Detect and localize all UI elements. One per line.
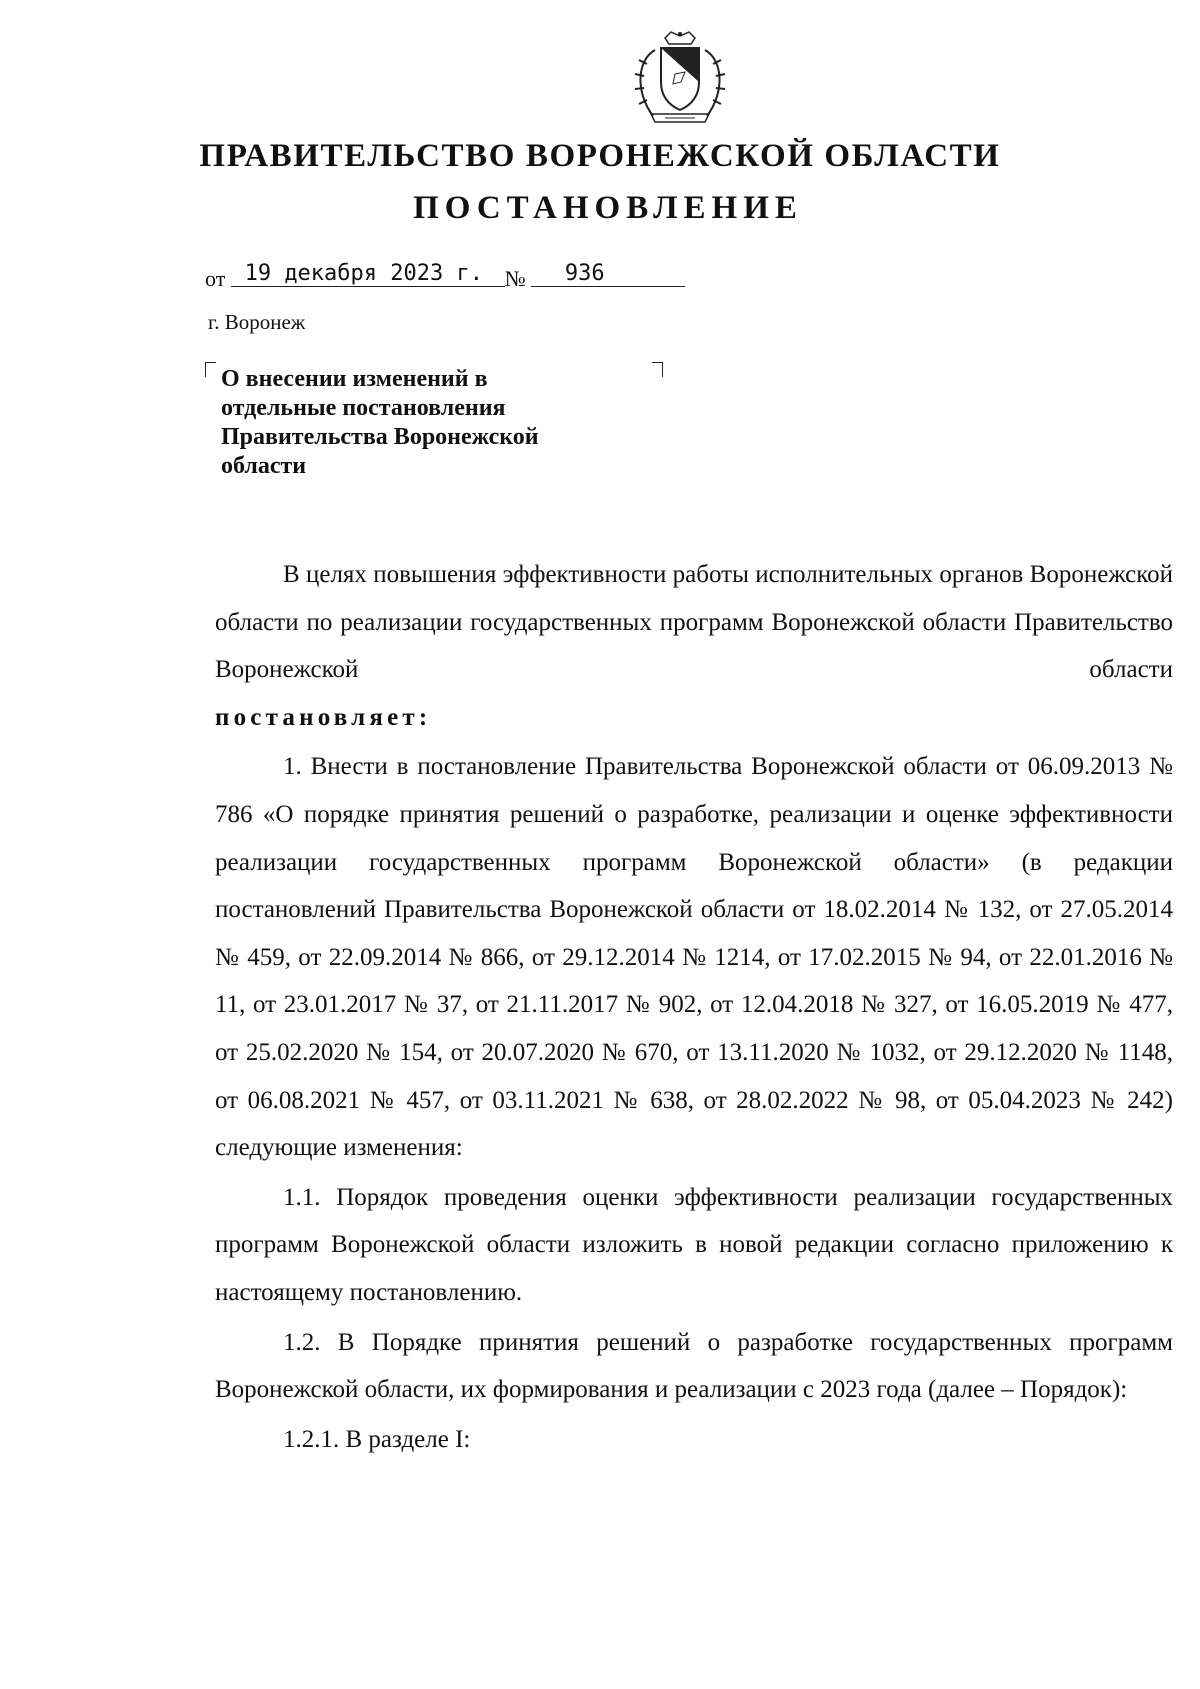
preamble-paragraph: В целях повышения эффективности работы исполнительных органов Воронежской области по реализации государственных программ Воронежской области Правительство Воронежской области — [215, 561, 1173, 684]
document-subject — [221, 365, 641, 481]
item-1-paragraph: 1. Внести в постановление Правительства Воронежской области от 06.09.2013 № 786 «О порядке принятия решений о разработке, реализации и оценке эффективности реализации государственных программ Воронежской области» (в редакции постановлений Правительства Воронежской области от 18.02.2014 № 132, от 27.05.2014 № 459, от 22.09.2014 № 866, от 29.12.2014 № 1214, от 17.02.2015 № 94, от 22.01.2016 № 11, от 23.01.2017 № 37, от 21.11.2017 № 902, от 12.04.2018 № 327, от 16.05.2019 № 477, от 25.02.2020 № 154, от 20.07.2020 № 670, от 13.11.2020 № 1032, от 29.12.2020 № 1148, от 06.08.2021 № 457, от 03.11.2021 № 638, от 28.02.2022 № 98, от 05.04.2023 № 242) следующие изменения: — [215, 753, 1173, 1162]
document-type: ПОСТАНОВЛЕНИЕ — [413, 190, 803, 226]
subject-bracket-left — [205, 362, 216, 377]
item-1-1-paragraph: 1.1. Порядок проведения оценки эффективности реализации государственных программ Воронежской области изложить в новой редакции согласно приложению к настоящему постановлению. — [215, 1183, 1173, 1306]
item-1-2-paragraph: 1.2. В Порядке принятия решений о разработке государственных программ Воронежской области, их формирования и реализации с 2023 года (далее – Порядок): — [215, 1328, 1173, 1404]
subject-line: О внесении изменений в — [221, 366, 488, 392]
document-date: 19 декабря 2023 г. — [231, 261, 505, 287]
subject-line: Правительства Воронежской — [221, 424, 539, 450]
coat-of-arms-emblem — [625, 30, 735, 130]
subject-line: отдельные постановления — [221, 395, 506, 421]
document-number: 936 — [531, 261, 685, 287]
city: г. Воронеж — [208, 310, 306, 334]
date-number-line — [205, 260, 685, 291]
date-prefix: от — [205, 266, 226, 291]
subject-line: области — [221, 453, 307, 479]
subject-bracket-right — [652, 362, 663, 377]
document-body — [215, 551, 1173, 1463]
item-1-2-1-paragraph: 1.2.1. В разделе I: — [283, 1425, 471, 1453]
government-name: ПРАВИТЕЛЬСТВО ВОРОНЕЖСКОЙ ОБЛАСТИ — [199, 138, 1001, 174]
resolves-word: постановляет: — [215, 703, 432, 731]
number-prefix: № — [504, 266, 526, 291]
